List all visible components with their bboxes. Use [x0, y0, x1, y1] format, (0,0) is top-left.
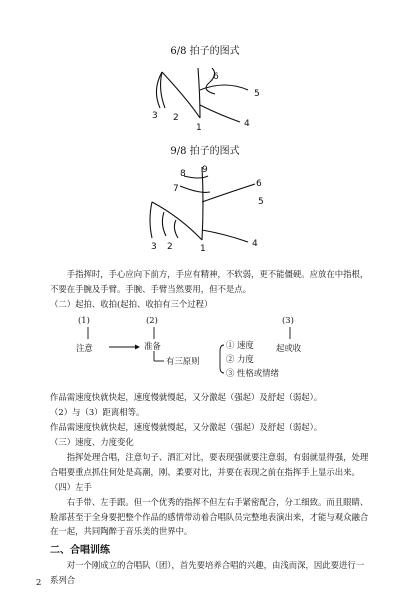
paragraph-left-hand: 右手带、左手跟。但一个优秀的指挥不但左右手紧密配合，分工细致。而且眼睛、脸部甚至于全身要把整个作品的感情带动着合唱队员完整地表演出来，才能与观众融合在一起，共同陶醉于音乐美的世界中。 [50, 497, 369, 536]
beat9-label-1: 1 [200, 244, 206, 254]
figure2-caption: 9/8 拍子的图式 [170, 146, 240, 157]
beat-label-5: 5 [254, 89, 260, 99]
beat9-label-3: 3 [151, 242, 157, 252]
beat9-label-7: 7 [173, 184, 179, 194]
paragraph-equal-distance: （2）与（3）距离相等。 [50, 407, 145, 417]
beat-pattern-6-8-strokes [156, 68, 248, 122]
page-number: 2 [36, 577, 42, 587]
beat-pattern-6-8-figure [140, 60, 280, 135]
beat9-label-5: 5 [258, 197, 264, 207]
step-label-attention: 注意 [76, 343, 93, 353]
step-number-1: (1) [78, 315, 90, 325]
paragraph-conducting-hand: 手指挥时，手心应向下前方，手应有精神，不软弱，更不能僵硬。应放在中指根，不要在手腕及手臂。手腕、手臂当然要用，但不是点。 [50, 269, 369, 294]
subheading-tempo-dynamics: （三）速度、力度变化 [50, 437, 134, 447]
beat9-label-2: 2 [167, 242, 173, 252]
beat-label-6: 6 [213, 72, 219, 82]
principle-speed: ① 速度 [226, 340, 254, 350]
step-label-start-stop: 起或收 [276, 343, 302, 353]
step-number-3: (3) [282, 315, 294, 325]
beat9-label-4: 4 [252, 239, 258, 249]
beat-pattern-9-8-strokes [150, 167, 255, 242]
process-arrow-head [135, 345, 140, 350]
figure1-caption: 6/8 拍子的图式 [170, 46, 240, 57]
principle-character: ③ 性格或情绪 [226, 368, 279, 378]
paragraph-tempo-start-2: 作品需速度快就快起，速度慢就慢起，又分激起（强起）及舒起（弱起）。 [50, 422, 323, 432]
beat-label-2: 2 [173, 113, 179, 123]
principle-dynamics: ② 力度 [226, 354, 254, 364]
paragraph-new-choir: 对一个刚成立的合唱队（团），首先要培养合唱的兴趣，由浅而深，因此要进行一系列合 [50, 560, 365, 585]
beat9-label-9: 9 [202, 165, 208, 175]
beat-pattern-9-8-figure [140, 162, 280, 254]
process-connectors [60, 315, 360, 385]
beat-label-1: 1 [196, 123, 202, 133]
three-principles-label: 有三原则 [166, 356, 200, 366]
paragraph-choir-processing: 指挥处理合唱，注意句子、洒汇对比，要表现强就要注意弱，有弱就显得强，处理合唱要重点抓住何处是高潮，刚、柔要对比，并要在表现之前在指挥手上显示出来。 [50, 452, 369, 477]
process-diagram [60, 315, 360, 385]
beat9-label-8: 8 [180, 169, 186, 179]
beat-label-4: 4 [244, 119, 250, 129]
beat-label-3: 3 [152, 111, 158, 121]
step-number-2: (2) [146, 315, 158, 325]
paragraph-tempo-start-1: 作品需速度快就快起，速度慢就慢起，又分激起（强起）及舒起（弱起）。 [50, 392, 323, 402]
beat9-label-6: 6 [256, 179, 262, 189]
subheading-start-stop: （二）起拍、收拍(起拍、收拍有三个过程） [50, 299, 213, 309]
step-label-prepare: 准备 [144, 341, 161, 351]
subheading-left-hand: （四）左手 [50, 482, 92, 492]
section-heading-choir-training: 二、合唱训练 [50, 545, 110, 556]
